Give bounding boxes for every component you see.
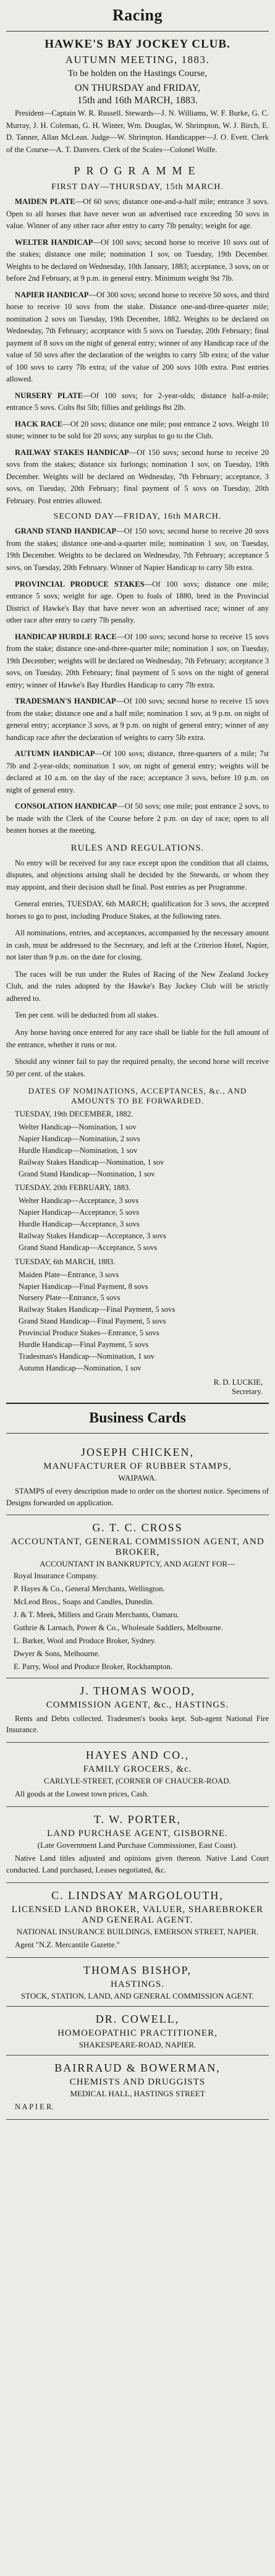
date-group-heading: TUESDAY, 19th DECEMBER, 1882. — [15, 1110, 133, 1119]
date-group-item: Hurdle Handicap—Final Payment, 5 sovs — [19, 1340, 149, 1349]
date-group-item: Napier Handicap—Acceptance, 5 sovs — [19, 1208, 140, 1217]
ad-list-item: E. Parry, Wool and Produce Broker, Rockhampton. — [14, 1662, 172, 1671]
race-notice — [6, 38, 269, 156]
ad-body: STAMPS of every description made to order on the shortest notice. Specimens of Designs forwarded on application. — [6, 1486, 269, 1507]
race-entry — [6, 289, 269, 386]
date-group-item: Railway Stakes Handicap—Acceptance, 3 sovs — [19, 1231, 166, 1240]
race-name: CONSOLATION HANDICAP — [15, 802, 117, 811]
ad-name: J. THOMAS WOOD, — [80, 1684, 195, 1697]
race-conditions: —Of 100 sovs; second horse to receive 15 sovs from the stake; distance one and a half mile; nomination 1 sov, at 9 p.m. on night of general entry; acceptance 3 sovs, at 9 p.m. on night of general entry; winner of any handicap race after the declaration of weights to carry 5lb extra. — [6, 697, 269, 742]
notice-intro: To be holden on the Hastings Course, — [67, 69, 208, 79]
rule-paragraph: The races will be run under the Rules of Racing of the New Zealand Jockey Club, and the rules adopted by the Hawke's Bay Jockey Club will be strictly adhered to. — [6, 969, 269, 1003]
race-name: HANDICAP HURDLE RACE — [15, 632, 117, 641]
rule-paragraph: Should any winner fail to pay the required penalty, the second horse will receive 50 per cent. of the stakes. — [6, 1057, 269, 1078]
rule-paragraph: All nominations, entries, and acceptances, accompanied by the necessary amount in cash, must be addressed to the Secretary, and left at the Criterion Hotel, Napier, not later than 9 p.m. on the date for closing. — [6, 929, 269, 962]
divider — [6, 1403, 269, 1404]
date-group-heading: TUESDAY, 6th MARCH, 1883. — [15, 1257, 116, 1266]
day1-heading: FIRST DAY—THURSDAY, 15th MARCH. — [51, 182, 224, 192]
business-ad — [6, 2007, 269, 2055]
race-name: WELTER HANDICAP — [15, 237, 93, 247]
notice-date-line: ON THURSDAY and FRIDAY, — [74, 83, 200, 93]
day2-races — [6, 525, 269, 836]
rule-paragraph: General entries, TUESDAY, 6th MARCH; qualification for 3 sovs, the accepted horses to go to post, including Produce Stakes, at the following rates. — [6, 899, 269, 920]
ad-tagline: COMMISSION AGENT, &c., HASTINGS. — [46, 1699, 229, 1710]
ad-name: HAYES AND CO., — [85, 1749, 190, 1762]
date-group-item: Autumn Handicap—Nomination, 1 sov — [19, 1363, 142, 1372]
notice-date-line-2: 15th and 16th MARCH, 1883. — [77, 95, 198, 106]
race-entry — [6, 525, 269, 574]
race-name: NURSERY PLATE — [15, 391, 83, 400]
race-name: GRAND STAND HANDICAP — [15, 527, 117, 536]
race-entry — [6, 419, 269, 443]
race-conditions: —Of 150 sovs; second horse to receive 20 sovs from the stakes; distance one-and-a-quarter mile; nomination 1 sov, on Tuesday, 19th December. Weights to be declared on Wednesday, 7th February; acceptance 5 sovs, on Tuesday, 20th February. Winner of Napier Handicap to carry 5lb extra. — [6, 527, 269, 572]
race-name: PROVINCIAL PRODUCE STAKES — [15, 579, 145, 589]
section-title: Racing — [112, 6, 163, 24]
business-ad — [6, 1440, 269, 1516]
ad-name: DR. COWELL, — [95, 2012, 180, 2025]
ad-address: (Late Government Land Purchase Commissioner, East Coast). — [37, 1840, 238, 1850]
meeting-name: AUTUMN MEETING, 1883. — [65, 54, 210, 66]
date-group-item: Grand Stand Handicap—Acceptance, 5 sovs — [19, 1243, 158, 1252]
date-group-item: Railway Stakes Handicap—Final Payment, 5 sovs — [19, 1305, 176, 1314]
business-ad — [6, 1958, 269, 2007]
ad-address: WAIPAWA. — [118, 1473, 157, 1482]
date-group-item: Provincial Produce Stakes—Entrance, 5 sovs — [19, 1328, 159, 1338]
ad-list-item: Dwyer & Sons, Melbourne. — [14, 1649, 100, 1658]
date-group-item: Napier Handicap—Final Payment, 8 sovs — [19, 1282, 148, 1291]
business-ad — [6, 1883, 269, 1958]
ad-name: JOSEPH CHICKEN, — [80, 1445, 195, 1458]
race-entry — [6, 447, 269, 508]
race-conditions: —Of 150 sovs; second horse to receive 20 sovs from the stakes; distance six furlongs; nomination 1 sov, on Tuesday, 19th December. Weights will be declared on Wednesday, 7th February; acceptance, 3 sovs, on Tuesday, 20th February; final payment of 5 sovs on Tuesday, 20th February. Post entries allowed. — [6, 448, 269, 505]
race-entry — [6, 390, 269, 414]
date-group-item: Nursery Plate—Entrance, 5 sovs — [19, 1293, 121, 1303]
date-group-item: Welter Handicap—Nomination, 1 sov — [19, 1122, 137, 1131]
date-group-item: Maiden Plate—Entrance, 3 sovs — [19, 1270, 119, 1279]
ad-list-item: P. Hayes & Co., General Merchants, Wellington. — [14, 1584, 165, 1594]
business-ads — [6, 1440, 269, 2120]
race-name: NAPIER HANDICAP — [15, 290, 89, 299]
business-ad — [6, 1515, 269, 1678]
ad-address: CARLYLE-STREET, (CORNER OF CHAUCER-ROAD. — [44, 1776, 231, 1786]
ad-tagline: LICENSED LAND BROKER, VALUER, SHAREBROKER AND GENERAL AGENT. — [11, 1905, 264, 1926]
date-group-item: Railway Stakes Handicap—Nomination, 1 sov — [19, 1157, 164, 1167]
race-entry — [6, 801, 269, 837]
race-conditions: —Of 100 sovs; second horse to receive 15 sovs from the stake; distance one-and-three-quarter mile; nomination 1 sov, on Tuesday, 19th December; weights will be declared on Wednesday, 7th February; acceptance 3 sovs, on Tuesday, 20th February; final payment of 5 sovs on the night of general entry; winner of Hawke's Bay Hurdles Handicap to carry 7lb extra. — [6, 632, 269, 689]
ad-tagline: LAND PURCHASE AGENT, GISBORNE. — [47, 1829, 228, 1839]
day1-races — [6, 196, 269, 507]
divider — [6, 31, 269, 32]
ad-address: MEDICAL HALL, HASTINGS STREET — [70, 2088, 205, 2098]
club-name: HAWKE'S BAY JOCKEY CLUB. — [44, 38, 231, 51]
ad-list-item: Royal Insurance Company. — [14, 1571, 98, 1581]
rule-paragraph: Ten per cent. will be deducted from all stakes. — [15, 1011, 159, 1020]
secretary-signature: R. D. LUCKIE, — [213, 1377, 263, 1387]
date-group-item: Tradesman's Handicap—Nomination, 1 sov — [19, 1351, 155, 1361]
ad-address: STOCK, STATION, LAND, AND GENERAL COMMISSION AGENT. — [20, 1991, 255, 2000]
date-group-item: Grand Stand Handicap—Final Payment, 5 sovs — [19, 1317, 166, 1326]
race-entry — [6, 695, 269, 744]
ad-tagline: MANUFACTURER OF RUBBER STAMPS, — [43, 1461, 232, 1471]
ad-tagline: CHEMISTS AND DRUGGISTS — [69, 2077, 206, 2087]
rule-paragraph: No entry will be received for any race except upon the condition that all claims, disputes, and objections arising shall be decided by the Stewards, or whom they may appoint, and their decision shall be final. Post entries as per Programme. — [6, 858, 269, 891]
ad-body: N A P I E R. — [15, 2102, 54, 2111]
business-ad — [6, 2055, 269, 2120]
race-conditions: —Of 100 sovs; distance, three-quarters of a mile; 7st 7lb and 2-year-olds; nomination 1 sov, on night of general entry; weights will be declared at 10 a.m. on the day of the race; acceptance 3 sovs, before 10 p.m. on night of general entry. — [6, 749, 269, 794]
race-conditions: —Of 50 sovs; one mile; post entrance 2 sovs, to be made with the Clerk of the Course before 2 p.m. on day of race; open to all beaten horses at the meeting. — [6, 802, 269, 835]
ad-name: C. LINDSAY MARGOLOUTH, — [51, 1889, 224, 1902]
business-ad — [6, 1807, 269, 1883]
race-name: TRADESMAN'S HANDICAP — [15, 697, 116, 706]
race-conditions: —Of 100 sovs; second horse to receive 10 sovs out of the stakes; distance one mile; nomination 1 sov, on Tuesday, 19th December. Weights to be declared on Wednesday, 10th January, 1883; acceptance, 3 sovs, on or before 2nd February, at 9 p.m. in general entry. Minimum weight 9st 7lb. — [6, 237, 269, 283]
ad-list-item: Guthrie & Larnach, Power & Co., Wholesale Saddlers, Melbourne. — [14, 1623, 223, 1632]
date-group-item: Welter Handicap—Acceptance, 3 sovs — [19, 1196, 139, 1205]
race-entry — [6, 196, 269, 232]
ad-address: ACCOUNTANT IN BANKRUPTCY, AND AGENT FOR— — [40, 1559, 235, 1569]
ad-body: All goods at the Lowest town prices, Cash. — [15, 1790, 149, 1799]
ad-body: Rents and Debts collected. Tradesmen's books kept. Sub-agent National Fire Insurance. — [6, 1714, 269, 1735]
dates-heading: DATES OF NOMINATIONS, ACCEPTANCES, &c., AND AMOUNTS TO BE FORWARDED. — [28, 1086, 247, 1106]
rules-list — [6, 857, 269, 1080]
ad-list-item: J. & T. Meek, Millers and Grain Merchants, Oamaru. — [14, 1610, 179, 1620]
race-entry — [6, 748, 269, 796]
race-name: RAILWAY STAKES HANDICAP — [15, 448, 129, 457]
ad-tagline: HASTINGS. — [111, 1979, 164, 1989]
race-entry — [6, 237, 269, 285]
programme-heading: PROGRAMME — [74, 164, 201, 177]
ad-address: NATIONAL INSURANCE BUILDINGS, EMERSON STREET, NAPIER. — [16, 1927, 259, 1937]
rules-heading: RULES AND REGULATIONS. — [70, 843, 205, 853]
divider — [6, 1433, 269, 1434]
dates-list — [6, 1108, 269, 1374]
race-name: MAIDEN PLATE — [15, 197, 75, 206]
newspaper-column — [6, 0, 269, 2120]
ad-tagline: HOMOEOPATHIC PRACTITIONER, — [57, 2028, 218, 2038]
day2-heading: SECOND DAY—FRIDAY, 16th MARCH. — [53, 512, 222, 522]
ad-tagline: ACCOUNTANT, GENERAL COMMISSION AGENT, AND BROKER, — [11, 1537, 264, 1558]
date-group-item: Hurdle Handicap—Nomination, 1 sov — [19, 1146, 138, 1155]
ad-name: G. T. C. CROSS — [92, 1521, 183, 1534]
ad-tagline: FAMILY GROCERS, &c. — [83, 1764, 192, 1775]
race-entry — [6, 631, 269, 692]
date-group-heading: TUESDAY, 20th FEBRUARY, 1883. — [15, 1183, 131, 1192]
ad-address: SHAKESPEARE-ROAD, NAPIER. — [78, 2039, 197, 2049]
ad-list-item: L. Barker, Wool and Produce Broker, Sydney. — [14, 1636, 156, 1645]
race-conditions: —Of 60 sovs; distance one-and-a-half mile; entrance 3 sovs. Open to all horses that have never won an advertised race exceeding 50 sovs in value. Winner of any other race after entry to carry 7lb penalty; weight for age. — [6, 197, 269, 231]
race-conditions: —Of 300 sovs; second horse to receive 50 sovs, and third horse to receive 10 sovs from the stake. Distance one-and-three-quarter mile; nomination 2 sovs on Tuesday, 19th December, 1882. Weights to be declared on Wednesday, 7th February; acceptance with 5 sovs on Tuesday, 20th February; final payment of 8 sovs on the night of general entry; winner of any Handicap race of the value of 50 sovs after the declaration of the weights to carry 5lb extra; of the value of 100 sovs to carry 7lb extra; of the value of 200 sovs 10lb extra. Post entries allowed. — [6, 290, 269, 384]
ad-name: T. W. PORTER, — [93, 1813, 182, 1826]
ad-name: BAIRRAUD & BOWERMAN, — [54, 2061, 221, 2074]
date-group-item: Hurdle Handicap—Acceptance, 3 sovs — [19, 1220, 140, 1229]
race-name: AUTUMN HANDICAP — [15, 749, 95, 759]
race-conditions: —Of 20 sovs; distance one mile; post entrance 2 sovs. Weight 10 stone; winner to be sold for 20 sovs; any surplus to go to the Club. — [6, 419, 269, 441]
business-ad — [6, 1678, 269, 1743]
rule-paragraph: Any horse having once entered for any race shall be liable for the full amount of the entrance, whether it runs or not. — [6, 1028, 269, 1049]
ad-body: Native Land titles adjusted and opinions given thereon. Native Land Court conducted. Land purchased, Leases negotiated, &c. — [6, 1854, 269, 1875]
race-conditions: —Of 100 sovs; distance one mile; entrance 5 sovs; weight for age. Open to foals of 1880, bred in the Provincial District of Hawke's Bay that have never won an advertised race; winner of any other race after entry to carry 7lb penalty. — [6, 579, 269, 625]
race-conditions: —Of 100 sovs; for 2-year-olds; distance half-a-mile; entrance 5 sovs. Colts 8st 5lb; fillies and geldings 8st 2lb. — [6, 391, 269, 412]
date-group-item: Napier Handicap—Nomination, 2 sovs — [19, 1134, 140, 1143]
officers-list: President—Captain W. R. Russell. Stewards—J. N. Williams, W. F. Burke, G. C. Murray, J. H. Coleman, G. H. Winter, Wm. Douglas, W. Shrimpton, W. J. Birch, E. D. Tanner, Allan McLean. Judge—W. Shrimpton. Handicapper—J. O. Evett. Clerk of the Course—A. T. Danvers. Clerk of the Scales—Colonel Wolfe. — [6, 109, 269, 154]
business-ad — [6, 1743, 269, 1807]
ad-name: THOMAS BISHOP, — [83, 1963, 192, 1976]
ad-body: Agent "N.Z. Mercantile Gazette." — [15, 1941, 120, 1950]
race-name: HACK RACE — [15, 419, 63, 428]
date-group-item: Grand Stand Handicap—Nomination, 1 sov — [19, 1169, 155, 1178]
secretary-role: Secretary. — [232, 1387, 263, 1396]
race-entry — [6, 579, 269, 627]
ad-list-item: McLeod Bros., Soaps and Candles, Dunedin. — [14, 1597, 154, 1607]
business-cards-title: Business Cards — [89, 1409, 186, 1426]
